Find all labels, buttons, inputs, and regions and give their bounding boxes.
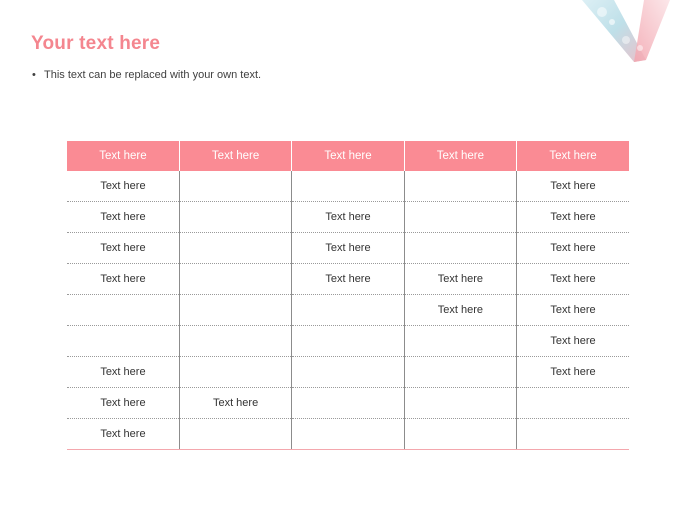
table-cell: Text here xyxy=(517,202,629,233)
table-cell xyxy=(404,357,516,388)
table-row xyxy=(67,264,629,295)
table-cell xyxy=(292,295,404,326)
table-cell xyxy=(67,295,179,326)
table-cell xyxy=(404,233,516,264)
table-row xyxy=(67,388,629,419)
table-cell: Text here xyxy=(67,357,179,388)
table-cell: Text here xyxy=(67,202,179,233)
table-cell: Text here xyxy=(292,202,404,233)
table-cell xyxy=(179,202,291,233)
table-cell: Text here xyxy=(517,326,629,357)
table-cell xyxy=(179,357,291,388)
table-cell: Text here xyxy=(67,388,179,419)
header-cell: Text here xyxy=(404,141,516,171)
bullet-dot: • xyxy=(32,69,36,81)
table-cell: Text here xyxy=(67,419,179,450)
table-cell: Text here xyxy=(517,357,629,388)
table-cell xyxy=(179,419,291,450)
table-cell xyxy=(179,295,291,326)
table-cell: Text here xyxy=(179,388,291,419)
table-cell xyxy=(404,171,516,202)
table-row xyxy=(67,171,629,202)
header-cell: Text here xyxy=(67,141,179,171)
table-cell: Text here xyxy=(517,171,629,202)
header-cell: Text here xyxy=(292,141,404,171)
table-row xyxy=(67,295,629,326)
table-cell: Text here xyxy=(292,233,404,264)
table-cell xyxy=(179,326,291,357)
decorative-ribbon-graphic xyxy=(574,0,680,66)
header-cell: Text here xyxy=(179,141,291,171)
table-cell xyxy=(404,419,516,450)
table-cell xyxy=(517,388,629,419)
table-cell: Text here xyxy=(404,264,516,295)
table-row xyxy=(67,419,629,450)
table-header-row xyxy=(67,141,629,171)
table-cell xyxy=(179,233,291,264)
table-row xyxy=(67,233,629,264)
table-cell xyxy=(404,202,516,233)
table-cell: Text here xyxy=(517,264,629,295)
table-cell: Text here xyxy=(67,171,179,202)
table-row xyxy=(67,202,629,233)
table-cell: Text here xyxy=(67,233,179,264)
table-cell xyxy=(67,326,179,357)
table-cell xyxy=(404,388,516,419)
bullet-text xyxy=(32,69,261,81)
table-cell: Text here xyxy=(67,264,179,295)
table-cell xyxy=(179,264,291,295)
table-cell xyxy=(292,357,404,388)
table-cell: Text here xyxy=(404,295,516,326)
table-cell: Text here xyxy=(517,295,629,326)
table-cell xyxy=(292,326,404,357)
table-row xyxy=(67,357,629,388)
header-cell: Text here xyxy=(517,141,629,171)
table-cell: Text here xyxy=(292,264,404,295)
data-table xyxy=(67,141,629,450)
slide-title: Your text here xyxy=(31,33,161,54)
table-cell xyxy=(517,419,629,450)
table-cell xyxy=(179,171,291,202)
table-cell xyxy=(292,388,404,419)
table-cell xyxy=(292,171,404,202)
bullet-label: This text can be replaced with your own text. xyxy=(44,69,262,81)
table-cell xyxy=(404,326,516,357)
table-row xyxy=(67,326,629,357)
table-cell xyxy=(292,419,404,450)
table-cell: Text here xyxy=(517,233,629,264)
